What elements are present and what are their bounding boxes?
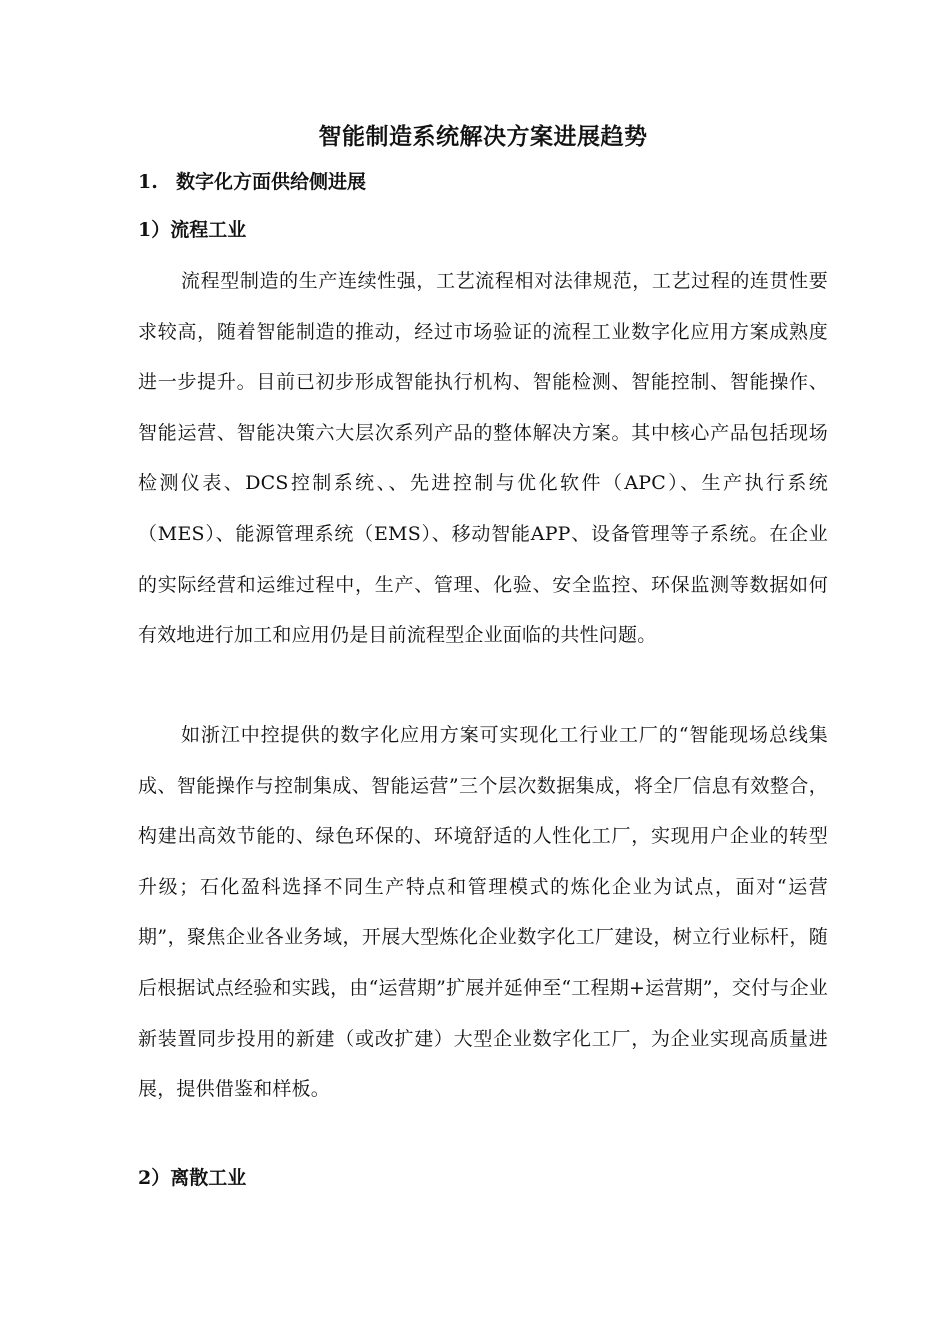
subsection-2-heading: 2）离散工业 — [138, 1167, 247, 1189]
document-title: 智能制造系统解决方案进展趋势 — [318, 123, 648, 150]
paragraph-2: 如浙江中控提供的数字化应用方案可实现化工行业工厂的“智能现场总线集成、智能操作与控制集成、智能运营”三个层次数据集成，将全厂信息有效整合，构建出高效节能的、绿色环保的、环境舒适的人性化工厂，实现用户企业的转型升级；石化盈科选择不同生产特点和管理模式的炼化企业为试点，面对“运营期”，聚焦企业各业务域，开展大型炼化企业数字化工厂建设，树立行业标杆，随后根据试点经验和实践，由“运营期”扩展并延伸至“工程期+运营期”，交付与企业新装置同步投用的新建（或改扩建）大型企业数字化工厂，为企业实现高质量进展，提供借鉴和样板。 — [138, 724, 828, 1101]
subsection-1-heading: 1）流程工业 — [138, 219, 247, 241]
paragraph-1: 流程型制造的生产连续性强，工艺流程相对法律规范，工艺过程的连贯性要求较高，随着智能制造的推动，经过市场验证的流程工业数字化应用方案成熟度进一步提升。目前已初步形成智能执行机构、智能检测、智能控制、智能操作、智能运营、智能决策六大层次系列产品的整体解决方案。其中核心产品包括现场检测仪表、DCS控制系统、、先进控制与优化软件（APC）、生产执行系统（MES）、能源管理系统（EMS）、移动智能APP、设备管理等子系统。在企业的实际经营和运维过程中，生产、管理、化验、安全监控、环保监测等数据如何有效地进行加工和应用仍是目前流程型企业面临的共性问题。 — [138, 270, 828, 647]
section-1-title: 数字化方面供给侧进展 — [176, 171, 367, 193]
section-1-number: 1. — [138, 171, 158, 193]
section-1-heading — [138, 167, 366, 197]
